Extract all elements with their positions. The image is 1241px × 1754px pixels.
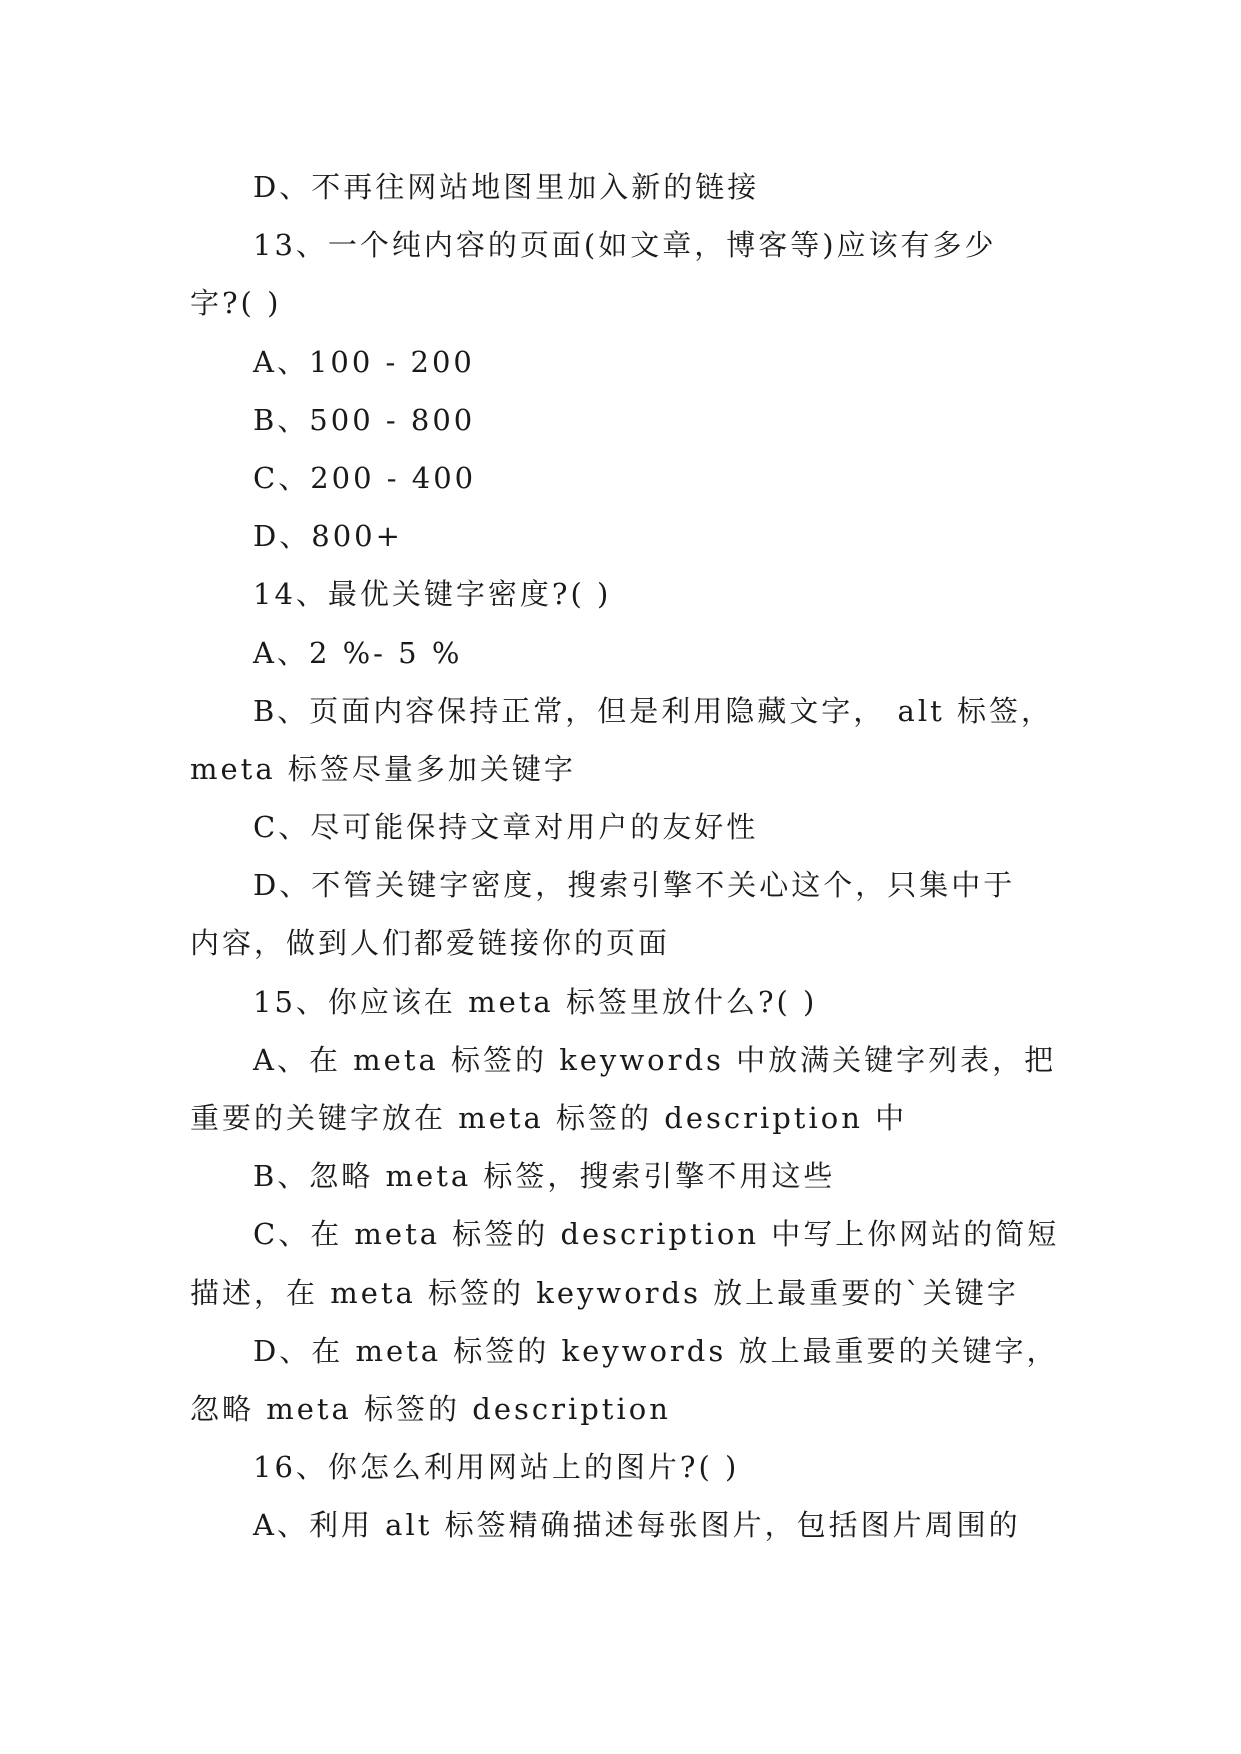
text-line: B、500 - 800 — [253, 402, 476, 437]
text-line: 重要的关键字放在 meta 标签的 description 中 — [190, 1101, 908, 1135]
text-line: 15、你应该在 meta 标签里放什么?( ) — [253, 984, 818, 1019]
text-line: A、2 %- 5 % — [253, 635, 463, 670]
text-line: 描述，在 meta 标签的 keywords 放上最重要的`关键字 — [190, 1275, 1019, 1310]
text-line: 字?( ) — [190, 286, 282, 321]
text-line: 忽略 meta 标签的 description — [190, 1391, 671, 1426]
document-body — [190, 158, 1060, 1555]
text-line: meta 标签尽量多加关键字 — [190, 751, 576, 786]
text-line: 16、你怎么利用网站上的图片?( ) — [253, 1450, 740, 1485]
text-line: 13、一个纯内容的页面(如文章，博客等)应该有多少 — [253, 228, 997, 263]
text-line: B、页面内容保持正常，但是利用隐藏文字， alt 标签， — [253, 693, 1053, 728]
text-line: B、忽略 meta 标签，搜索引擎不用这些 — [253, 1159, 836, 1194]
text-line: A、在 meta 标签的 keywords 中放满关键字列表，把 — [253, 1042, 1057, 1077]
text-line: D、不再往网站地图里加入新的链接 — [253, 170, 760, 204]
text-line: C、在 meta 标签的 description 中写上你网站的简短 — [253, 1217, 1060, 1252]
text-line: 内容，做到人们都爱链接你的页面 — [190, 926, 671, 961]
text-line: D、在 meta 标签的 keywords 放上最重要的关键字， — [253, 1333, 1059, 1368]
text-line: A、100 - 200 — [253, 344, 475, 379]
text-line: C、尽可能保持文章对用户的友好性 — [253, 810, 759, 845]
text-line: D、不管关键字密度，搜索引擎不关心这个，只集中于 — [253, 868, 1016, 903]
text-line: D、800+ — [253, 519, 403, 554]
text-line: C、200 - 400 — [253, 460, 477, 495]
text-line: 14、最优关键字密度?( ) — [253, 577, 612, 612]
text-line: A、利用 alt 标签精确描述每张图片，包括图片周围的 — [253, 1508, 1021, 1543]
